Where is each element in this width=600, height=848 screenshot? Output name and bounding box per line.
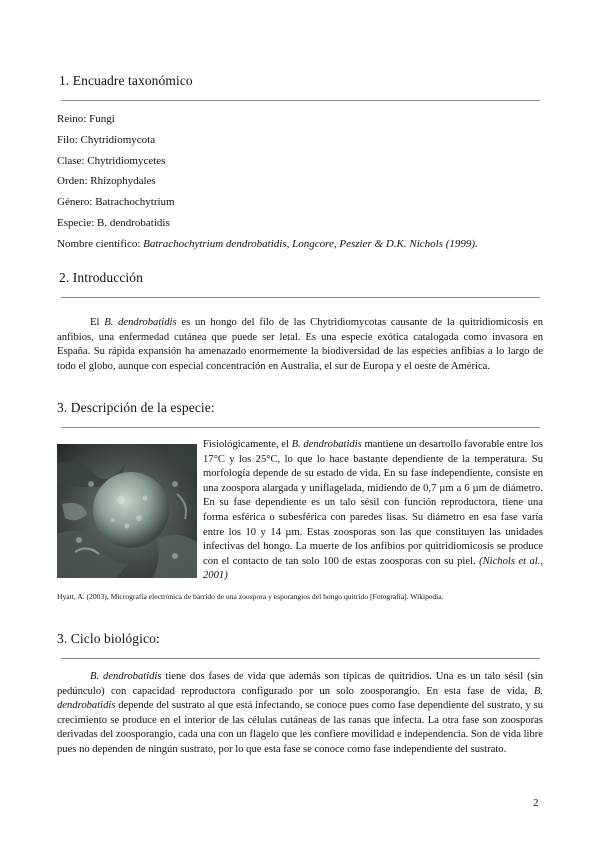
intro-paragraph: El B. dendrobatidis es un hongo del filo de las Chytridiomycotas causante de la quitridiomicosis en anfibios, una enfermedad cutánea que puede ser letal. Es una especie exótica catalogada como invasora en España. Su rápida expansión ha amenazado enormemente la biodiversidad de las especies anfibias a lo largo de todo el globo, aunque con especial concentración en Australia, el sur de Europa y el oeste de América. bbox=[57, 317, 543, 372]
section-heading-taxonomy: 1. Encuadre taxonómico bbox=[59, 73, 193, 88]
taxonomy-row-genus: Género: Batrachochytrium bbox=[57, 196, 175, 209]
figure-float bbox=[57, 444, 197, 578]
heading-rule bbox=[61, 100, 540, 101]
taxonomy-row-species: Especie: B. dendrobatidis bbox=[57, 216, 170, 229]
taxonomy-list bbox=[57, 112, 547, 258]
description-paragraph: Fisiológicamente, el B. dendrobatidis mantiene un desarrollo favorable entre los 17°C y los 25°C, lo que lo hace bastante dependiente de la temperatura. Su morfología depende de su estado de vida. En su fase independiente, consiste en una zoospora alargada y uniflagelada, midiendo de 0,7 µm a 6 µm de diámetro. En su fase dependiente es un talo sésil con función reproductora, tiene una forma esférica o subesférica con paredes lisas. Su diámetro en esa fase varía entre los 10 y 14 µm. Estas zoosporas son las que constituyen las unidades infectivas del hongo. La muerte de los anfibios por quitridiomicosis se produce con el contacto de tan solo 100 de estas zoosporas con su piel. (Nichols et al., 2001) bbox=[57, 438, 543, 584]
taxonomy-row-class: Clase: Chytridiomycetes bbox=[57, 154, 166, 167]
page-number: 2 bbox=[533, 797, 539, 809]
section-heading-description: 3. Descripción de la especie: bbox=[57, 400, 215, 415]
section-heading-introduction: 2. Introducción bbox=[59, 270, 143, 285]
heading-rule bbox=[61, 427, 540, 428]
taxonomy-row-order: Orden: Rhizophydales bbox=[57, 175, 156, 188]
zoosporangium-micrograph bbox=[57, 444, 197, 578]
figure-caption: Hyatt, A. (2003), Micrografía electrónica de barrido de una zoospora y esporangios del hongo quitrido [Fotografía]. Wikipedia. bbox=[57, 592, 444, 601]
heading-rule bbox=[61, 658, 540, 659]
taxonomy-row-phylum: Filo: Chytridiomycota bbox=[57, 133, 156, 146]
section-heading-life-cycle: 3. Ciclo biológico: bbox=[57, 631, 160, 646]
heading-rule bbox=[61, 297, 540, 298]
life-cycle-paragraph: B. dendrobatidis tiene dos fases de vida que además son típicas de quitridios. Una es un talo sésil (sin pedúnculo) con capacidad reproductora configurado por un solo zoosporangio. En esta fase de vida, B. dendrobatidis depende del sustrato al que está infectando, se conoce pues como fase dependiente del sustrato, y su crecimiento se produce en el interior de las células cutáneas de las ranas que infecta. La otra fase son zoosporas derivadas del zoosporangio, cada una con un flagelo que les confiere movilidad e independencia. Son de vida libre pues no dependen de ningún sustrato, por lo que esta fase se conoce como fase independiente del sustrato. bbox=[57, 671, 543, 755]
taxonomy-row-kingdom: Reino: Fungi bbox=[57, 113, 115, 125]
taxonomy-row-scientific-name: Nombre científico: Batrachochytrium dendrobatidis, Longcore, Peszier & D.K. Nichols (1999). bbox=[57, 237, 478, 250]
